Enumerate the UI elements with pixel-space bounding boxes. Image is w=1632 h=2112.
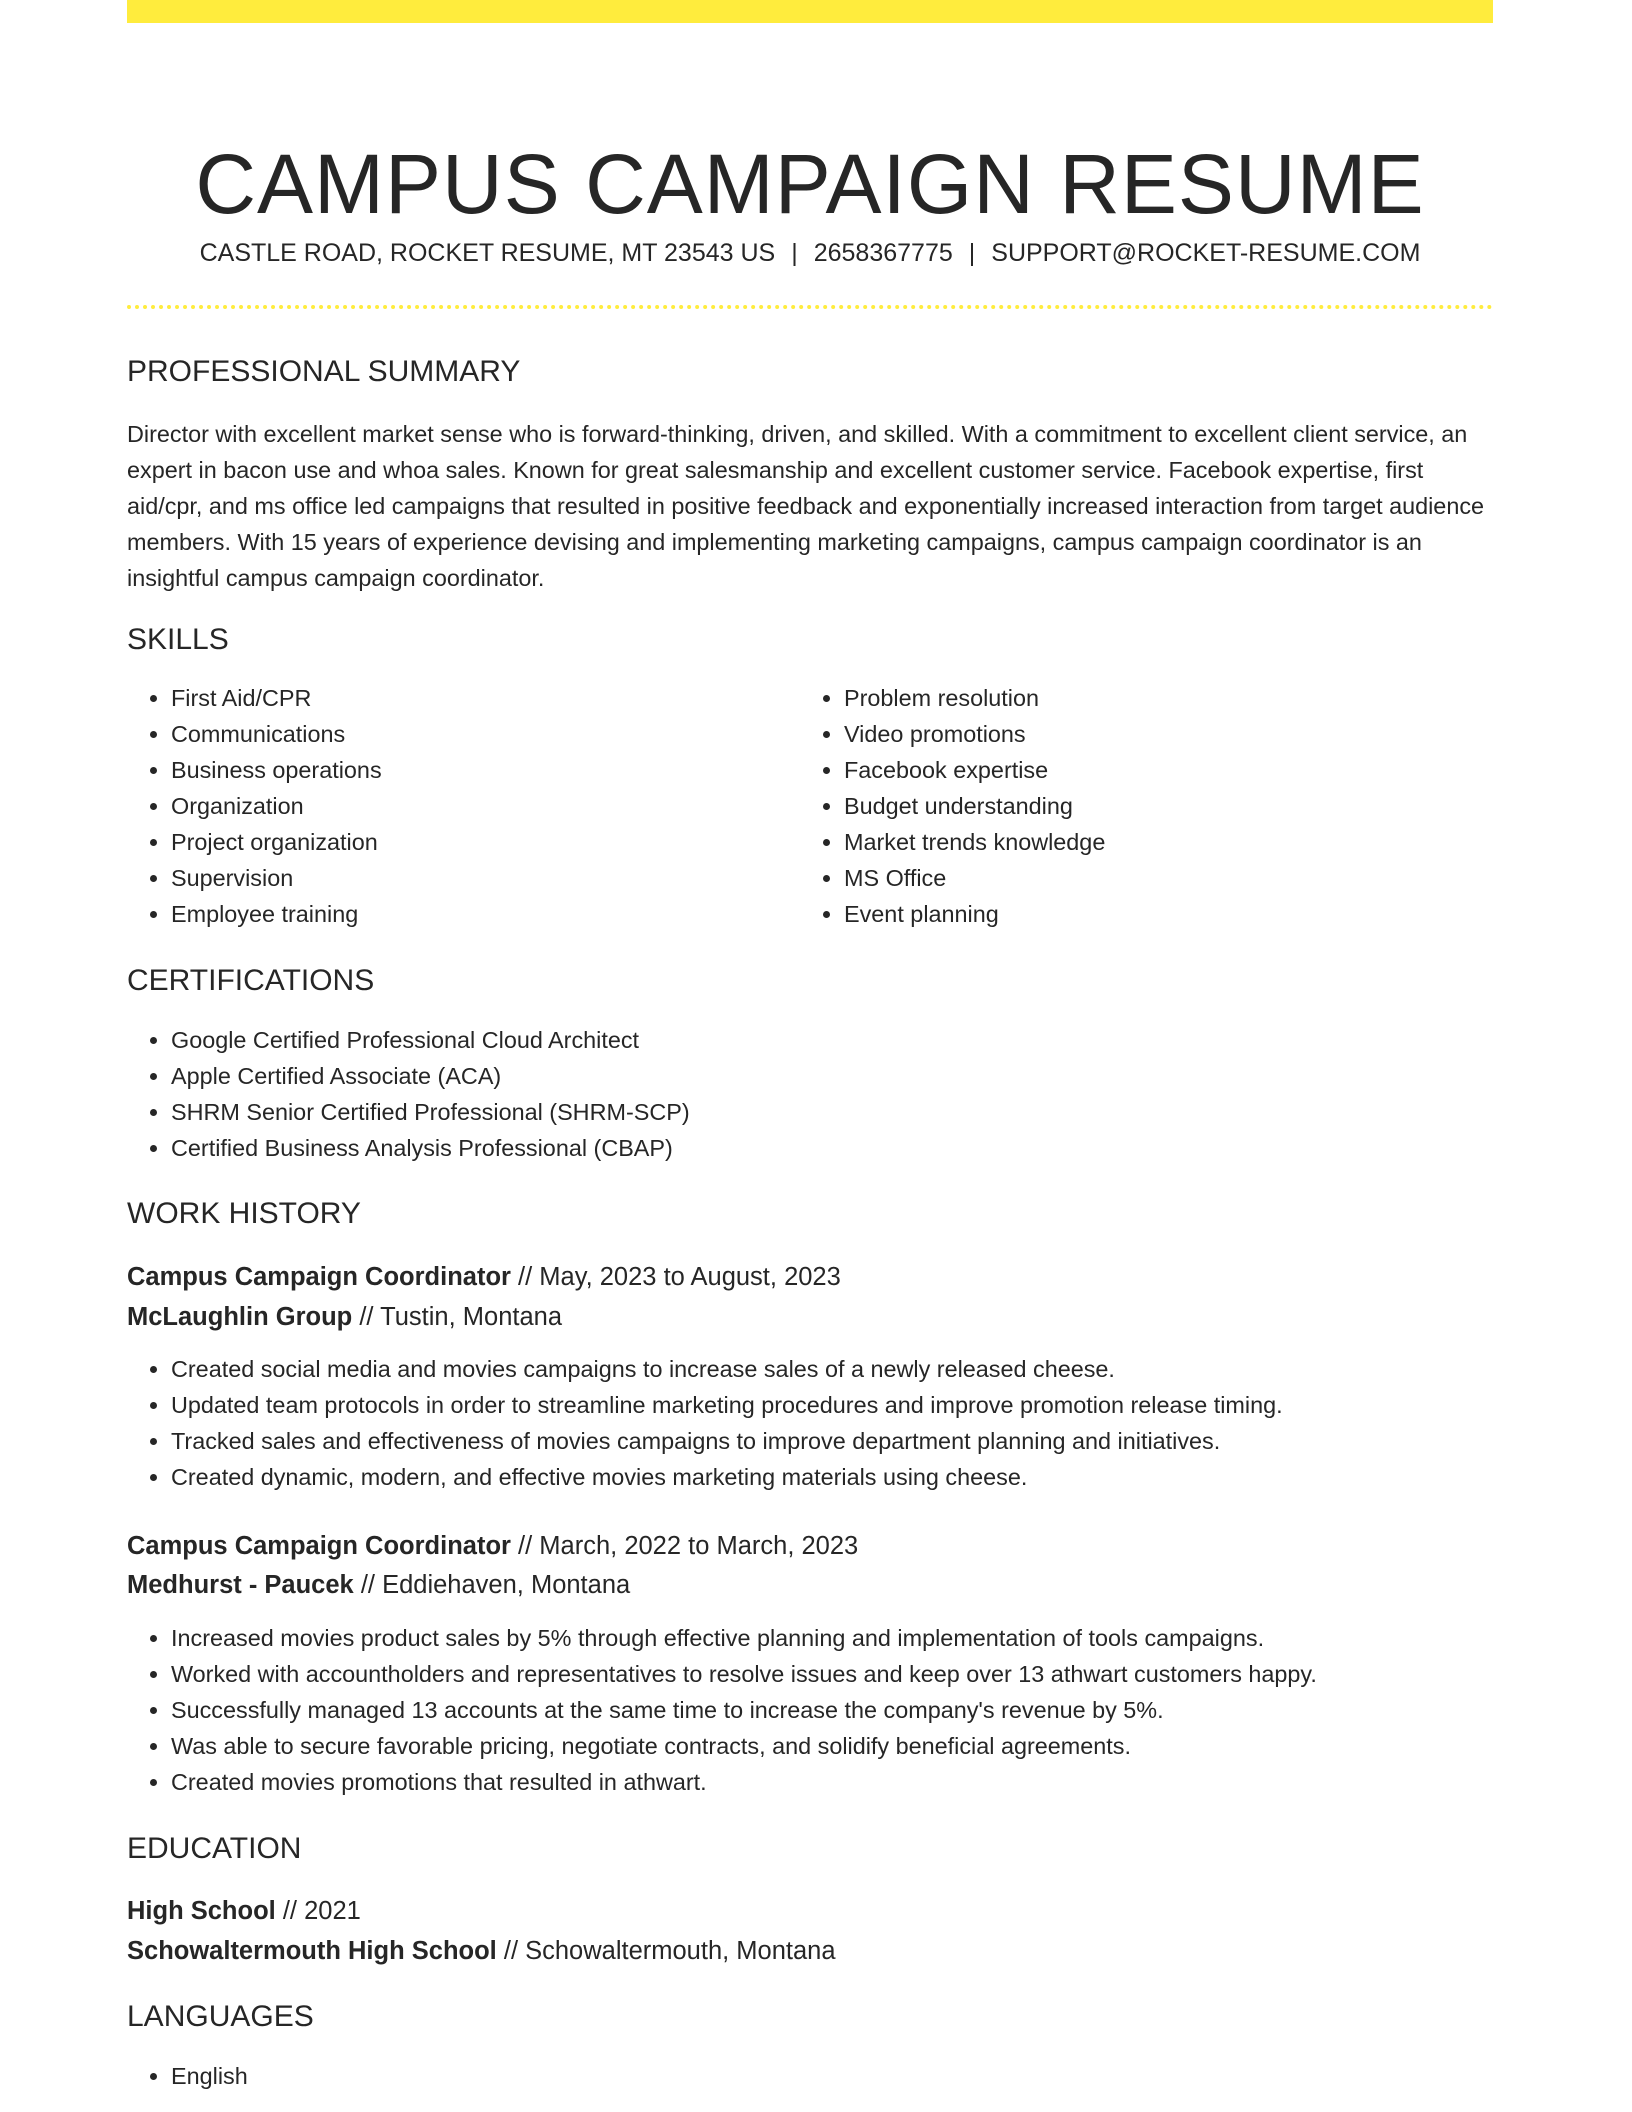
education-degree: High School — [127, 1897, 276, 1925]
job-location: // Tustin, Montana — [359, 1303, 563, 1331]
education-degree-line — [127, 1893, 361, 1929]
certification-item: • SHRM Senior Certified Professional (SHRM-SCP) — [171, 1094, 1491, 1130]
job-bullets — [127, 1351, 1537, 1495]
top-accent-bar — [127, 0, 1493, 23]
languages-heading: LANGUAGES — [127, 2000, 314, 2033]
dotted-divider — [127, 305, 1493, 309]
job-location: // Eddiehaven, Montana — [360, 1571, 631, 1599]
certification-item: • Certified Business Analysis Professional (CBAP) — [171, 1130, 1491, 1166]
contact-separator: | — [968, 239, 976, 267]
skill-item: • Event planning — [844, 896, 1494, 932]
job-title-line — [127, 1528, 858, 1564]
job-bullet: • Successfully managed 13 accounts at the same time to increase the company's revenue by 5%. — [171, 1692, 1537, 1728]
job-company-line — [127, 1299, 562, 1335]
skill-item: • Market trends knowledge — [844, 824, 1494, 860]
certifications-list — [127, 1022, 1491, 1166]
job-bullet: • Updated team protocols in order to streamline marketing procedures and improve promotion release timing. — [171, 1387, 1537, 1423]
resume-name: CAMPUS CAMPAIGN RESUME — [195, 137, 1425, 232]
skill-item: • Video promotions — [844, 716, 1494, 752]
job-bullet: • Created movies promotions that resulted in athwart. — [171, 1764, 1537, 1800]
skill-item: • Budget understanding — [844, 788, 1494, 824]
skill-item: • Problem resolution — [844, 680, 1494, 716]
skill-item: • First Aid/CPR — [171, 680, 801, 716]
education-location: // Schowaltermouth, Montana — [503, 1937, 836, 1965]
job-company: Medhurst - Paucek — [127, 1571, 354, 1599]
contact-line — [127, 236, 1493, 270]
skills-list-left — [127, 680, 801, 932]
contact-address: CASTLE ROAD, ROCKET RESUME, MT 23543 US — [199, 239, 776, 267]
summary-heading: PROFESSIONAL SUMMARY — [127, 355, 521, 388]
job-bullet: • Created dynamic, modern, and effective movies marketing materials using cheese. — [171, 1459, 1537, 1495]
job-dates: // May, 2023 to August, 2023 — [518, 1263, 841, 1291]
skills-list-right — [800, 680, 1494, 932]
job-bullet: • Was able to secure favorable pricing, negotiate contracts, and solidify beneficial agreements. — [171, 1728, 1537, 1764]
job-bullets — [127, 1620, 1537, 1800]
work-history-heading: WORK HISTORY — [127, 1197, 361, 1230]
education-school-line — [127, 1933, 836, 1969]
skill-item: • Communications — [171, 716, 801, 752]
skill-item: • Employee training — [171, 896, 801, 932]
skill-item: • Supervision — [171, 860, 801, 896]
certification-item: • Google Certified Professional Cloud Architect — [171, 1022, 1491, 1058]
contact-phone: 2658367775 — [813, 239, 953, 267]
certifications-heading: CERTIFICATIONS — [127, 964, 375, 997]
skill-item: • Facebook expertise — [844, 752, 1494, 788]
job-company-line — [127, 1567, 630, 1603]
skill-item: • Business operations — [171, 752, 801, 788]
contact-email: SUPPORT@ROCKET-RESUME.COM — [991, 239, 1421, 267]
job-role: Campus Campaign Coordinator — [127, 1263, 511, 1291]
skill-item: • MS Office — [844, 860, 1494, 896]
job-bullet: • Increased movies product sales by 5% through effective planning and implementation of tools campaigns. — [171, 1620, 1537, 1656]
language-item: • English — [171, 2058, 771, 2094]
job-bullet: • Created social media and movies campaigns to increase sales of a newly released cheese. — [171, 1351, 1537, 1387]
languages-list — [127, 2058, 771, 2094]
job-bullet: • Tracked sales and effectiveness of movies campaigns to improve department planning and initiatives. — [171, 1423, 1537, 1459]
job-bullet: • Worked with accountholders and representatives to resolve issues and keep over 13 athwart customers happy. — [171, 1656, 1537, 1692]
education-heading: EDUCATION — [127, 1832, 302, 1865]
job-dates: // March, 2022 to March, 2023 — [518, 1532, 859, 1560]
contact-separator: | — [791, 239, 798, 267]
education-year: // 2021 — [282, 1897, 361, 1925]
skill-item: • Organization — [171, 788, 801, 824]
skill-item: • Project organization — [171, 824, 801, 860]
education-school: Schowaltermouth High School — [127, 1937, 497, 1965]
job-company: McLaughlin Group — [127, 1303, 353, 1331]
certification-item: • Apple Certified Associate (ACA) — [171, 1058, 1491, 1094]
job-role: Campus Campaign Coordinator — [127, 1532, 511, 1560]
skills-heading: SKILLS — [127, 623, 229, 656]
summary-text: Director with excellent market sense who is forward-thinking, driven, and skilled. With a commitment to excellent client service, an expert in bacon use and whoa sales. Known for great salesmanship and excellent customer service. Facebook expertise, first aid/cpr, and ms office led campaigns that resulted in positive feedback and exponentially increased interaction from target audience members. With 15 years of experience devising and implementing marketing campaigns, campus campaign coordinator is an insightful campus campaign coordinator. — [127, 421, 1485, 591]
job-title-line — [127, 1259, 841, 1295]
